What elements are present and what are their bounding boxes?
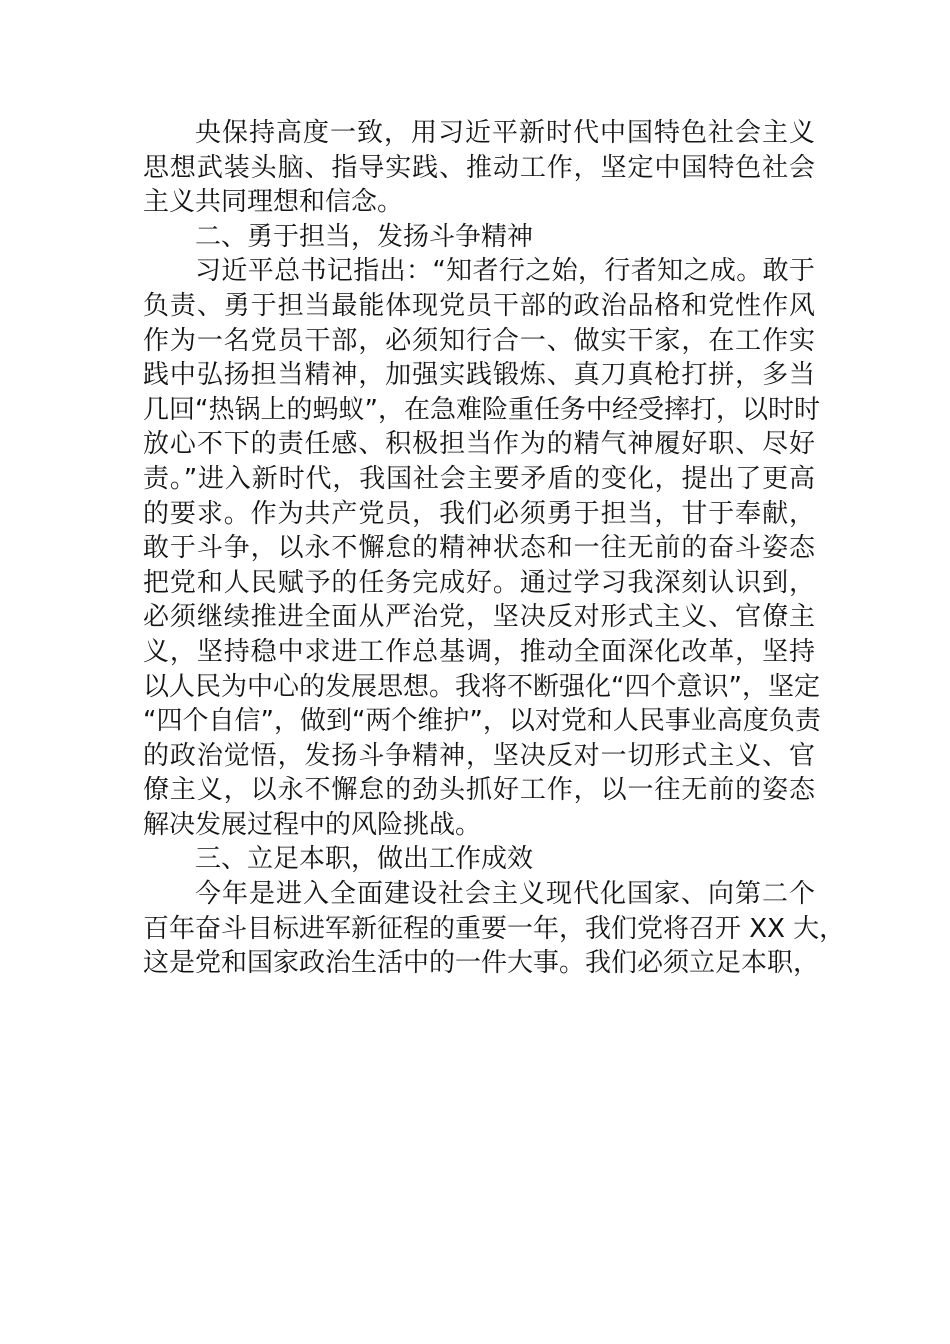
text-line: 央保持高度一致，用习近平新时代中国特色社会主义	[195, 118, 815, 148]
text-line: 今年是进入全面建设社会主义现代化国家、向第二个	[195, 879, 815, 910]
text-line: “四个自信”，做到“两个维护”，以对党和人民事业高度负责	[143, 706, 821, 737]
text-line: 践中弘扬担当精神，加强实践锻炼、真刀真枪打拼，多当	[143, 360, 815, 391]
text-line: 解决发展过程中的风险挑战。	[143, 809, 482, 840]
text-line: 习近平总书记指出：“知者行之始，行者知之成。敢于	[195, 256, 815, 287]
section-heading: 三、立足本职，做出工作成效	[195, 844, 534, 875]
text-line: 把党和人民赋予的任务完成好。通过学习我深刻认识到，	[143, 567, 815, 598]
document-body	[143, 116, 846, 981]
text-line: 敢于斗争，以永不懈怠的精神状态和一往无前的奋斗姿态	[143, 533, 815, 564]
text-line: 主义共同理想和信念。	[143, 187, 404, 218]
text-line: 思想武装头脑、指导实践、推动工作，坚定中国特色社会	[143, 152, 815, 183]
text-line: 几回“热锅上的蚂蚁”，在急难险重任务中经受摔打，以时时	[143, 394, 820, 425]
text-line: 放心不下的责任感、积极担当作为的精气神履好职、尽好	[143, 429, 815, 460]
text-line: 负责、勇于担当最能体现党员干部的政治品格和党性作风	[143, 290, 815, 321]
text-line: 责。”进入新时代，我国社会主要矛盾的变化，提出了更高	[143, 463, 815, 494]
text-line: 以人民为中心的发展思想。我将不断强化“四个意识”，坚定	[143, 671, 820, 702]
text-line: 必须继续推进全面从严治党，坚决反对形式主义、官僚主	[143, 602, 815, 633]
text-line: 义，坚持稳中求进工作总基调，推动全面深化改革，坚持	[143, 636, 815, 667]
text-line: 这是党和国家政治生活中的一件大事。我们必须立足本职，	[143, 948, 820, 979]
text-line: 僚主义，以永不懈怠的劲头抓好工作，以一往无前的姿态	[143, 775, 815, 806]
text-line: 的要求。作为共产党员，我们必须勇于担当，甘于奉献，	[143, 498, 815, 529]
text-line: 作为一名党员干部，必须知行合一、做实干家，在工作实	[143, 325, 815, 356]
text-line: 百年奋斗目标进军新征程的重要一年，我们党将召开 XX 大，	[143, 913, 846, 944]
text-line: 的政治觉悟，发扬斗争精神，坚决反对一切形式主义、官	[143, 740, 815, 771]
section-heading: 二、勇于担当，发扬斗争精神	[195, 221, 534, 252]
